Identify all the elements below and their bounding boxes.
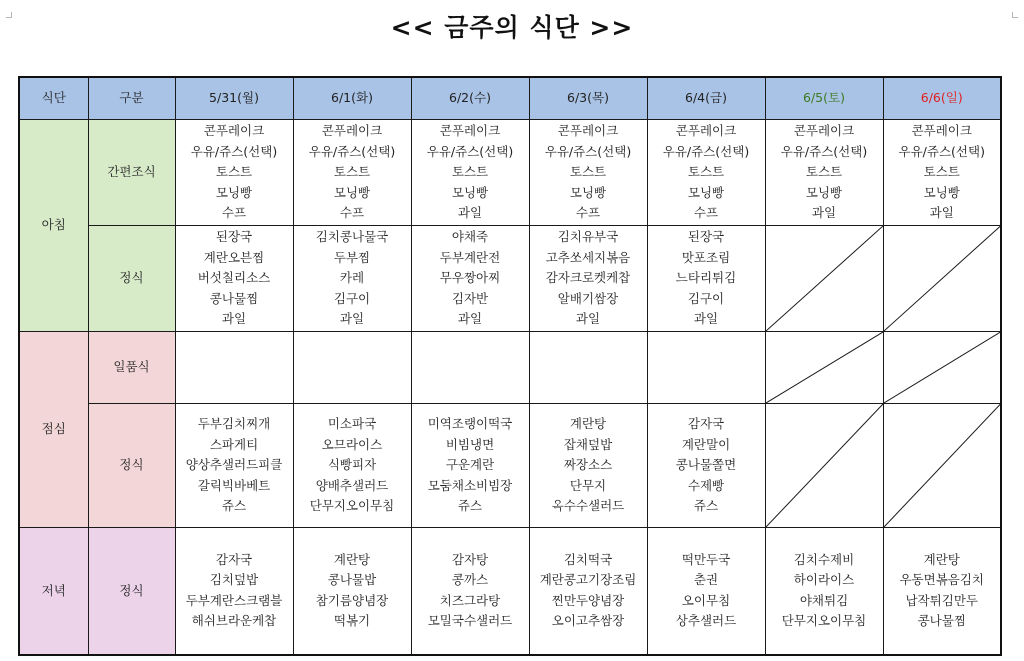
menu-item: 토스트 <box>569 164 607 180</box>
closed-cell <box>883 226 1001 332</box>
menu-cell <box>175 120 293 226</box>
menu-cell <box>647 404 765 528</box>
menu-item: 계란탕 <box>333 551 371 567</box>
menu-item: 콘푸레이크 <box>203 123 265 139</box>
menu-item: 콩까스 <box>451 572 489 588</box>
menu-item: 오이고추쌈장 <box>551 613 625 629</box>
menu-cell <box>293 120 411 226</box>
empty-cell <box>529 332 647 404</box>
menu-item: 두부계란스크램블 <box>185 592 283 608</box>
menu-item: 김치유부국 <box>557 229 619 245</box>
header-day: 6/3(목) <box>529 77 647 120</box>
menu-item: 쥬스 <box>221 498 247 514</box>
menu-item: 모닝빵 <box>687 184 725 200</box>
menu-cell <box>529 120 647 226</box>
menu-item: 모둠채소비빔장 <box>427 477 513 493</box>
menu-item: 과일 <box>457 311 483 327</box>
header-day: 6/2(수) <box>411 77 529 120</box>
row-breakfast-simple <box>19 120 1001 226</box>
menu-item: 구운계란 <box>445 457 495 473</box>
menu-item: 상추샐러드 <box>675 613 737 629</box>
menu-cell <box>647 226 765 332</box>
menu-item: 콘푸레이크 <box>557 123 619 139</box>
menu-item: 콘푸레이크 <box>321 123 383 139</box>
header-day: 5/31(월) <box>175 77 293 120</box>
menu-item: 김구이 <box>687 290 725 306</box>
menu-item: 양상추샐러드피클 <box>185 457 283 473</box>
menu-item: 우유/쥬스(선택) <box>780 143 868 159</box>
menu-cell <box>411 120 529 226</box>
menu-item: 카레 <box>339 270 365 286</box>
menu-item: 모닝빵 <box>451 184 489 200</box>
kind-lunch-set: 정식 <box>88 404 175 528</box>
menu-item: 떡볶기 <box>333 613 371 629</box>
menu-item: 양배추샐러드 <box>315 477 389 493</box>
menu-item: 스파게티 <box>209 436 259 452</box>
menu-item: 김치떡국 <box>563 551 613 567</box>
menu-cell <box>529 404 647 528</box>
menu-item: 감자크로켓케찹 <box>545 270 631 286</box>
menu-item: 콩나물찜 <box>917 613 966 629</box>
menu-item: 미역조랭이떡국 <box>427 416 513 432</box>
menu-cell <box>293 404 411 528</box>
menu-cell <box>529 226 647 332</box>
menu-item: 납작튀김만두 <box>905 592 978 608</box>
menu-item: 옥수수샐러드 <box>551 498 625 514</box>
menu-item: 찐만두양념장 <box>551 592 625 608</box>
menu-item: 오이무침 <box>681 592 731 608</box>
menu-item: 단무지오이무침 <box>781 613 867 629</box>
menu-item: 토스트 <box>923 164 960 180</box>
menu-item: 김치수제비 <box>793 551 855 567</box>
row-lunch-single <box>19 332 1001 404</box>
menu-cell <box>529 528 647 655</box>
empty-cell <box>293 332 411 404</box>
menu-item: 갈릭빅바베트 <box>197 477 271 493</box>
menu-item: 김치덮밥 <box>209 572 259 588</box>
menu-item: 단무지 <box>569 477 607 493</box>
menu-item: 우유/쥬스(선택) <box>898 143 985 159</box>
kind-breakfast-simple: 간편조식 <box>88 120 175 226</box>
menu-item: 김구이 <box>333 290 371 306</box>
menu-item: 무우짱아찌 <box>439 270 501 286</box>
diagonal-slash <box>884 404 1001 527</box>
menu-item: 하이라이스 <box>793 572 855 588</box>
group-dinner: 저녁 <box>19 528 88 655</box>
row-dinner-set <box>19 528 1001 655</box>
kind-dinner-set: 정식 <box>88 528 175 655</box>
menu-item: 토스트 <box>215 164 253 180</box>
menu-item: 모닝빵 <box>569 184 607 200</box>
menu-item: 된장국 <box>215 229 253 245</box>
menu-item: 콩나물밥 <box>327 572 377 588</box>
menu-item: 콘푸레이크 <box>675 123 737 139</box>
menu-item: 미소파국 <box>327 416 377 432</box>
menu-item: 우동면볶음김치 <box>899 572 985 588</box>
kind-breakfast-set: 정식 <box>88 226 175 332</box>
menu-item: 콘푸레이크 <box>439 123 501 139</box>
kind-lunch-single: 일품식 <box>88 332 175 404</box>
weekly-menu-table <box>18 76 1002 656</box>
menu-cell <box>293 226 411 332</box>
menu-item: 과일 <box>221 311 247 327</box>
menu-item: 우유/쥬스(선택) <box>544 143 632 159</box>
empty-cell <box>411 332 529 404</box>
menu-item: 알배기쌈장 <box>557 290 619 306</box>
menu-item: 토스트 <box>805 164 843 180</box>
menu-item: 토스트 <box>687 164 725 180</box>
row-lunch-set <box>19 404 1001 528</box>
menu-item: 과일 <box>929 205 954 221</box>
menu-item: 우유/쥬스(선택) <box>308 143 396 159</box>
diagonal-slash <box>766 404 883 527</box>
menu-item: 쥬스 <box>693 498 719 514</box>
menu-item: 토스트 <box>333 164 371 180</box>
menu-item: 쥬스 <box>457 498 483 514</box>
slash-line <box>884 226 1001 331</box>
menu-item: 모닝빵 <box>215 184 253 200</box>
menu-item: 고추쏘세지볶음 <box>545 249 631 265</box>
diagonal-slash <box>884 332 1001 403</box>
group-morning: 아침 <box>19 120 88 332</box>
menu-item: 김자반 <box>451 290 489 306</box>
menu-item: 콘푸레이크 <box>793 123 855 139</box>
slash-line <box>766 332 883 403</box>
menu-item: 계란말이 <box>681 436 731 452</box>
menu-item: 우유/쥬스(선택) <box>190 143 278 159</box>
menu-item: 야채튀김 <box>799 592 849 608</box>
menu-cell <box>175 528 293 655</box>
diagonal-slash <box>766 332 883 403</box>
menu-item: 모밀국수샐러드 <box>427 613 513 629</box>
menu-cell <box>175 226 293 332</box>
menu-item: 콘푸레이크 <box>911 123 972 139</box>
menu-item: 맛포조림 <box>681 249 731 265</box>
menu-item: 계란콩고기장조림 <box>539 572 637 588</box>
menu-cell <box>293 528 411 655</box>
closed-cell <box>765 226 883 332</box>
menu-item: 과일 <box>575 311 601 327</box>
closed-cell <box>765 404 883 528</box>
menu-item: 단무지오이무침 <box>309 498 395 514</box>
empty-cell <box>647 332 765 404</box>
header-day-sunday: 6/6(일) <box>883 77 1001 120</box>
slash-line <box>884 404 1001 527</box>
header-day: 6/1(화) <box>293 77 411 120</box>
menu-cell <box>647 120 765 226</box>
header-kind: 구분 <box>88 77 175 120</box>
group-lunch: 점심 <box>19 332 88 528</box>
menu-item: 콩나물쫄면 <box>675 457 737 473</box>
menu-item: 떡만두국 <box>681 551 731 567</box>
menu-item: 감자국 <box>687 416 725 432</box>
header-meal: 식단 <box>19 77 88 120</box>
header-row <box>19 77 1001 120</box>
menu-cell <box>175 404 293 528</box>
header-day: 6/4(금) <box>647 77 765 120</box>
closed-cell <box>883 332 1001 404</box>
slash-line <box>884 332 1001 403</box>
menu-item: 수프 <box>339 205 365 221</box>
menu-item: 해쉬브라운케찹 <box>191 613 277 629</box>
menu-item: 두부계란전 <box>439 249 501 265</box>
menu-item: 토스트 <box>451 164 489 180</box>
menu-item: 모닝빵 <box>805 184 843 200</box>
empty-cell <box>175 332 293 404</box>
menu-item: 콩나물찜 <box>209 290 259 306</box>
menu-item: 짜장소스 <box>563 457 613 473</box>
menu-item: 수프 <box>575 205 601 221</box>
menu-item: 과일 <box>811 205 837 221</box>
page-title: << 금주의 식단 >> <box>390 13 634 42</box>
menu-item: 두부찜 <box>333 249 371 265</box>
menu-item: 식빵피자 <box>327 457 377 473</box>
menu-item: 잡채덮밥 <box>563 436 613 452</box>
menu-cell <box>883 528 1001 655</box>
menu-cell <box>411 226 529 332</box>
closed-cell <box>883 404 1001 528</box>
menu-cell <box>883 120 1001 226</box>
row-breakfast-set <box>19 226 1001 332</box>
menu-item: 수프 <box>221 205 247 221</box>
menu-item: 춘권 <box>693 572 719 588</box>
menu-item: 우유/쥬스(선택) <box>426 143 514 159</box>
menu-cell <box>765 120 883 226</box>
menu-item: 과일 <box>457 205 483 221</box>
menu-item: 모닝빵 <box>923 184 960 200</box>
menu-cell <box>411 528 529 655</box>
menu-cell <box>411 404 529 528</box>
menu-item: 계란오븐찜 <box>203 249 265 265</box>
closed-cell <box>765 332 883 404</box>
menu-item: 오므라이스 <box>321 436 383 452</box>
menu-item: 모닝빵 <box>333 184 371 200</box>
menu-item: 버섯칠리소스 <box>197 270 271 286</box>
menu-item: 비빔냉면 <box>445 436 495 452</box>
menu-item: 계란탕 <box>923 551 960 567</box>
menu-cell <box>765 528 883 655</box>
menu-item: 된장국 <box>687 229 725 245</box>
menu-item: 과일 <box>693 311 719 327</box>
menu-item: 감자탕 <box>451 551 489 567</box>
menu-item: 감자국 <box>215 551 253 567</box>
menu-item: 야채죽 <box>451 229 489 245</box>
slash-line <box>766 404 883 527</box>
menu-item: 수프 <box>693 205 719 221</box>
menu-item: 과일 <box>339 311 365 327</box>
menu-item: 느타리튀김 <box>675 270 737 286</box>
menu-item: 우유/쥬스(선택) <box>662 143 750 159</box>
slash-line <box>766 226 883 331</box>
menu-item: 계란탕 <box>569 416 607 432</box>
diagonal-slash <box>766 226 883 331</box>
menu-item: 치즈그라탕 <box>439 592 501 608</box>
menu-item: 참기름양념장 <box>315 592 389 608</box>
menu-item: 두부김치찌개 <box>197 416 271 432</box>
menu-item: 김치콩나물국 <box>315 229 389 245</box>
menu-item: 수제빵 <box>687 477 725 493</box>
diagonal-slash <box>884 226 1001 331</box>
menu-cell <box>647 528 765 655</box>
header-day-saturday: 6/5(토) <box>765 77 883 120</box>
